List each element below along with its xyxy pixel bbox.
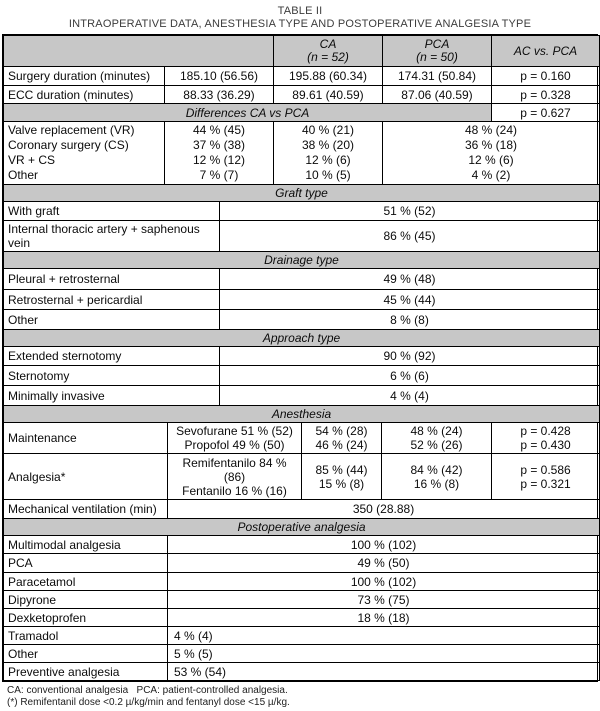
section-title-row [4,330,600,347]
row-label-cell: ECC duration (minutes) [4,86,165,104]
total-value-cell: 185.10 (56.56) [165,67,274,86]
maintenance-p-line: p = 0.428 [520,424,571,438]
analgesia-detail-line: Fentanilo 16 % (16) [182,483,287,498]
table-title: INTRAOPERATIVE DATA, ANESTHESIA TYPE AND POSTOPERATIVE ANALGESIA TYPE [68,17,532,30]
row-label-cell: Multimodal analgesia [4,536,168,554]
analgesia-pca-line: 84 % (42) [410,462,463,477]
row-value-cell: 51 % (52) [220,202,600,221]
surgery-type-pca-cell [383,122,600,185]
p-value-cell: p = 0.328 [492,86,600,104]
p-value-cell: p = 0.160 [492,67,600,86]
analgesia-p-line: p = 0.586 [520,462,571,477]
maintenance-pca-line: 48 % (24) [410,424,463,438]
row-value-cell: 6 % (6) [220,366,600,386]
surgery-type-pca: 4 % (2) [471,168,511,182]
table-row [4,202,600,221]
surgery-type-total: 12 % (12) [192,153,246,167]
analgesia-detail-cell [168,454,302,500]
analgesia-ca-line: 85 % (44) [315,462,368,477]
surgery-type-total: 37 % (38) [192,138,246,152]
row-label-cell: Minimally invasive [4,386,220,406]
analgesia-p-line: p = 0.321 [520,476,571,491]
analgesia-pca-line: 16 % (8) [413,476,460,491]
maintenance-ca-line: 54 % (28) [315,424,368,438]
section-title-cell: Graft type [4,185,600,202]
table-row-ventilation [4,500,600,519]
section-approach-type [3,329,600,406]
surgery-type-labels-cell [4,122,165,185]
pca-value-cell: 87.06 (40.59) [383,86,492,104]
row-label-cell: Other [4,645,168,663]
analgesia-ca-cell [302,454,382,500]
row-label-cell: Internal thoracic artery + saphenous vein [4,221,220,252]
row-label-cell: Dipyrone [4,591,168,609]
row-value-cell: 100 % (102) [168,536,600,554]
surgery-type-total: 44 % (45) [192,123,246,137]
surgery-type-ca: 10 % (5) [305,168,351,182]
row-value-cell: 90 % (92) [220,347,600,366]
maintenance-detail-cell [168,423,302,454]
table-row [4,366,600,386]
row-label-cell: Analgesia* [4,454,168,500]
row-value-cell: 8 % (8) [220,310,600,330]
table-row [4,591,600,609]
section-graft-type [3,184,600,252]
table-row [4,663,600,681]
section-intraoperative [3,35,600,185]
total-value-cell: 88.33 (36.29) [165,86,274,104]
surgery-type-ca: 38 % (20) [301,138,355,152]
header-empty-cell [4,36,274,67]
section-title-cell: Postoperative analgesia [4,519,600,536]
row-value-cell: 5 % (5) [168,645,600,663]
pca-value-cell: 174.31 (50.84) [383,67,492,86]
row-label-cell: Maintenance [4,423,168,454]
table-row [4,573,600,591]
row-value-cell: 350 (28.88) [168,500,600,519]
row-label-cell: Retrosternal + pericardial [4,290,220,310]
surgery-type-pca: 48 % (24) [464,123,518,137]
table-row [4,221,600,252]
p-value-cell: p = 0.627 [492,104,600,122]
table-row-analgesia [4,454,600,500]
table-row [4,645,600,663]
row-label-cell: Tramadol [4,627,168,645]
header-ca-label: CA [319,37,337,51]
header-row [4,36,600,67]
row-label-cell: Pleural + retrosternal [4,269,220,290]
section-title-cell: Anesthesia [4,406,600,423]
header-comparison-cell: AC vs. PCA [492,36,600,67]
row-value-cell: 4 % (4) [168,627,600,645]
surgery-type-label: Other [8,168,39,182]
maintenance-detail-line: Propofol 49 % (50) [184,438,285,452]
table-row [4,310,600,330]
section-drainage-type [3,251,600,330]
table-number: TABLE II [277,5,323,17]
surgery-type-label: Coronary surgery (CS) [8,138,129,152]
table-caption [0,5,600,30]
row-value-cell: 49 % (48) [220,269,600,290]
row-label-cell: With graft [4,202,220,221]
row-label-cell: Other [4,310,220,330]
row-value-cell: 4 % (4) [220,386,600,406]
row-value-cell: 100 % (102) [168,573,600,591]
table-row-surgery-duration [4,67,600,86]
analgesia-ca-line: 15 % (8) [318,476,365,491]
footnote-dose: (*) Remifentanil dose <0.2 µ/kg/min and fentanyl dose <15 µ/kg. [7,696,290,708]
maintenance-p-line: p = 0.430 [520,438,571,452]
row-label-cell: Preventive analgesia [4,663,168,681]
row-value-cell: 18 % (18) [168,609,600,627]
table-row-surgery-types [4,122,600,185]
table-footnotes [7,685,600,708]
row-label-cell: Sternotomy [4,366,220,386]
table-row-differences [4,104,600,122]
data-table [2,34,598,682]
table-row-maintenance [4,423,600,454]
row-label-cell: Extended sternotomy [4,347,220,366]
header-ca-n: (n = 52) [307,50,349,64]
table-row [4,554,600,573]
table-row [4,627,600,645]
ca-value-cell: 89.61 (40.59) [274,86,383,104]
header-pca-cell [383,36,492,67]
surgery-type-ca: 12 % (6) [305,153,351,167]
ca-value-cell: 195.88 (60.34) [274,67,383,86]
row-value-cell: 49 % (50) [168,554,600,573]
table-row-ecc-duration [4,86,600,104]
row-value-cell: 45 % (44) [220,290,600,310]
footnote-abbreviations: CA: conventional analgesia PCA: patient-controlled analgesia. [7,685,288,696]
row-value-cell: 73 % (75) [168,591,600,609]
section-title-row [4,185,600,202]
table-row [4,347,600,366]
section-title-row [4,519,600,536]
differences-header-cell: Differences CA vs PCA [4,104,492,122]
table-row [4,536,600,554]
surgery-type-ca: 40 % (21) [301,123,355,137]
row-label-cell: PCA [4,554,168,573]
row-label-cell: Surgery duration (minutes) [4,67,165,86]
section-title-cell: Approach type [4,330,600,347]
table-row [4,386,600,406]
section-title-row [4,252,600,269]
maintenance-ca-line: 46 % (24) [315,438,368,452]
table-row [4,290,600,310]
table-row [4,269,600,290]
row-label-cell: Paracetamol [4,573,168,591]
maintenance-pca-line: 52 % (26) [410,438,463,452]
maintenance-p-cell [492,423,600,454]
surgery-type-total: 7 % (7) [199,168,239,182]
table-row [4,609,600,627]
row-label-cell: Mechanical ventilation (min) [4,500,168,519]
section-postoperative-analgesia [3,518,600,681]
section-anesthesia [3,405,600,519]
row-value-cell: 53 % (54) [168,663,600,681]
header-ca-cell [274,36,383,67]
surgery-type-label: VR + CS [8,153,56,167]
surgery-type-pca: 12 % (6) [468,153,514,167]
section-title-row [4,406,600,423]
row-value-cell: 86 % (45) [220,221,600,252]
surgery-type-ca-cell [274,122,383,185]
analgesia-detail-line: (86) [223,469,246,484]
surgery-type-total-cell [165,122,274,185]
maintenance-detail-line: Sevofurane 51 % (52) [176,424,293,438]
analgesia-detail-line: Remifentanilo 84 % [182,455,287,470]
surgery-type-label: Valve replacement (VR) [8,123,135,137]
header-pca-n: (n = 50) [416,50,458,64]
header-pca-label: PCA [424,37,450,51]
analgesia-p-cell [492,454,600,500]
row-label-cell: Dexketoprofen [4,609,168,627]
section-title-cell: Drainage type [4,252,600,269]
maintenance-pca-cell [382,423,492,454]
analgesia-pca-cell [382,454,492,500]
maintenance-ca-cell [302,423,382,454]
surgery-type-pca: 36 % (18) [464,138,518,152]
